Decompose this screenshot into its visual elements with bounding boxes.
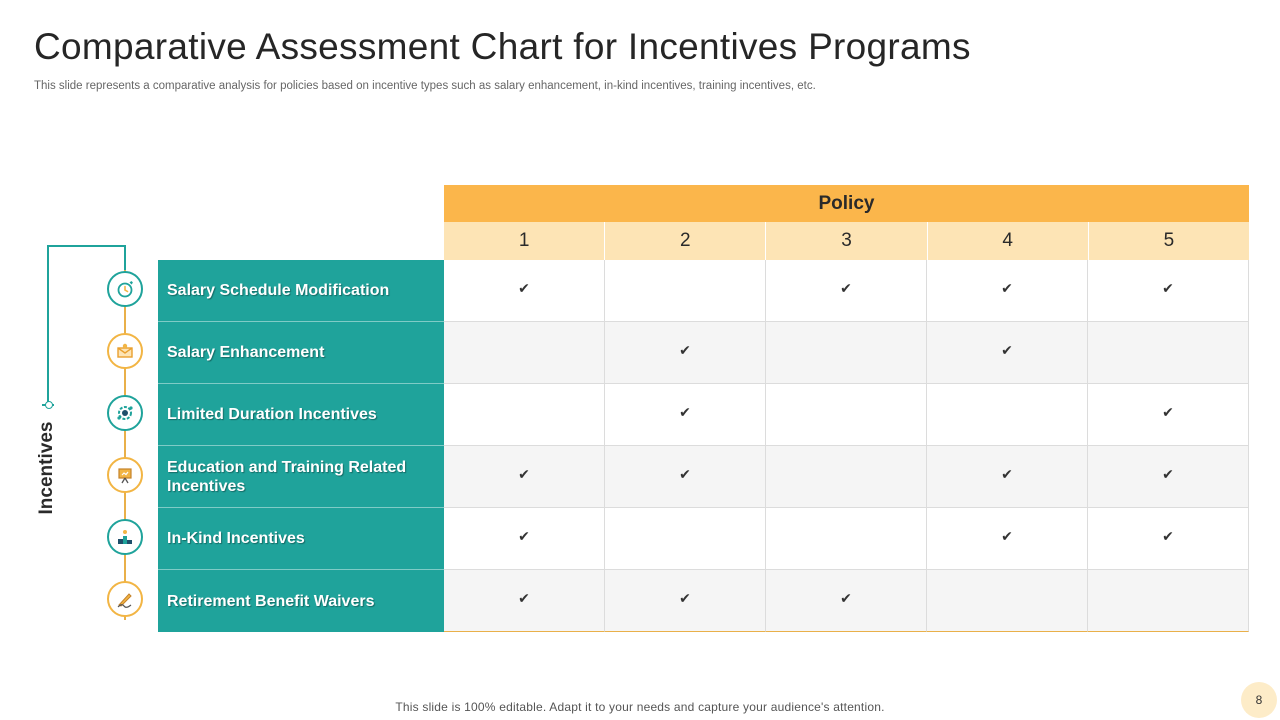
signature-icon — [107, 581, 143, 617]
podium-icon — [107, 519, 143, 555]
check-mark-cell: ✔ — [605, 570, 766, 632]
check-mark-cell: ✔ — [927, 508, 1088, 570]
check-cell — [1088, 322, 1249, 384]
check-mark-cell: ✔ — [444, 508, 605, 570]
table-row — [158, 384, 1249, 446]
bracket-top-line — [47, 245, 126, 247]
slide-title: Comparative Assessment Chart for Incentives Programs — [34, 26, 971, 67]
check-cell — [1088, 570, 1249, 632]
footer-note: This slide is 100% editable. Adapt it to your needs and capture your audience's attention. — [395, 700, 885, 714]
check-mark-cell: ✔ — [605, 322, 766, 384]
check-cell — [927, 570, 1088, 632]
check-mark-cell: ✔ — [1088, 260, 1249, 322]
check-mark-cell: ✔ — [1088, 508, 1249, 570]
check-cell — [766, 384, 927, 446]
gear-clock-icon — [107, 271, 143, 307]
check-cell — [766, 446, 927, 508]
policy-column-header: 1 — [444, 222, 605, 260]
table-row — [158, 570, 1249, 632]
bracket-drop-line — [124, 245, 126, 271]
check-cell — [444, 384, 605, 446]
check-cell — [444, 322, 605, 384]
policy-column-header: 2 — [605, 222, 766, 260]
table-row — [158, 322, 1249, 384]
slide-subtitle: This slide represents a comparative analysis for policies based on incentive types such as salary enhancement, in-kind incentives, training incentives, etc. — [34, 80, 816, 92]
row-label: Retirement Benefit Waivers — [158, 570, 444, 632]
policy-column-header: 3 — [766, 222, 927, 260]
check-mark-cell: ✔ — [1088, 446, 1249, 508]
check-cell — [766, 508, 927, 570]
check-cell — [605, 508, 766, 570]
row-label: In-Kind Incentives — [158, 508, 444, 570]
money-envelope-icon — [107, 333, 143, 369]
check-cell — [605, 260, 766, 322]
row-label: Limited Duration Incentives — [158, 384, 444, 446]
comparison-table-body — [158, 260, 1249, 632]
check-cell — [927, 384, 1088, 446]
bracket-endpoint-dot — [42, 401, 54, 409]
check-mark-cell: ✔ — [444, 446, 605, 508]
table-row — [158, 446, 1249, 508]
check-mark-cell: ✔ — [927, 260, 1088, 322]
row-label: Salary Enhancement — [158, 322, 444, 384]
check-mark-cell: ✔ — [1088, 384, 1249, 446]
check-mark-cell: ✔ — [927, 446, 1088, 508]
check-mark-cell: ✔ — [444, 260, 605, 322]
check-mark-cell: ✔ — [444, 570, 605, 632]
gear-network-icon — [107, 395, 143, 431]
row-label: Education and Training Related Incentives — [158, 446, 444, 508]
row-label: Salary Schedule Modification — [158, 260, 444, 322]
bracket-vertical-line — [47, 246, 49, 406]
policy-number-header-row — [444, 222, 1249, 260]
check-mark-cell: ✔ — [927, 322, 1088, 384]
policy-header: Policy — [444, 185, 1249, 222]
check-mark-cell: ✔ — [766, 570, 927, 632]
check-mark-cell: ✔ — [766, 260, 927, 322]
table-row — [158, 260, 1249, 322]
incentives-axis-label: Incentives — [36, 421, 57, 515]
check-mark-cell: ✔ — [605, 446, 766, 508]
table-row — [158, 508, 1249, 570]
check-mark-cell: ✔ — [605, 384, 766, 446]
policy-column-header: 4 — [928, 222, 1089, 260]
icon-connector-line — [124, 270, 126, 620]
presentation-board-icon — [107, 457, 143, 493]
check-cell — [766, 322, 927, 384]
page-number-badge: 8 — [1241, 682, 1277, 718]
policy-column-header: 5 — [1163, 230, 1175, 251]
